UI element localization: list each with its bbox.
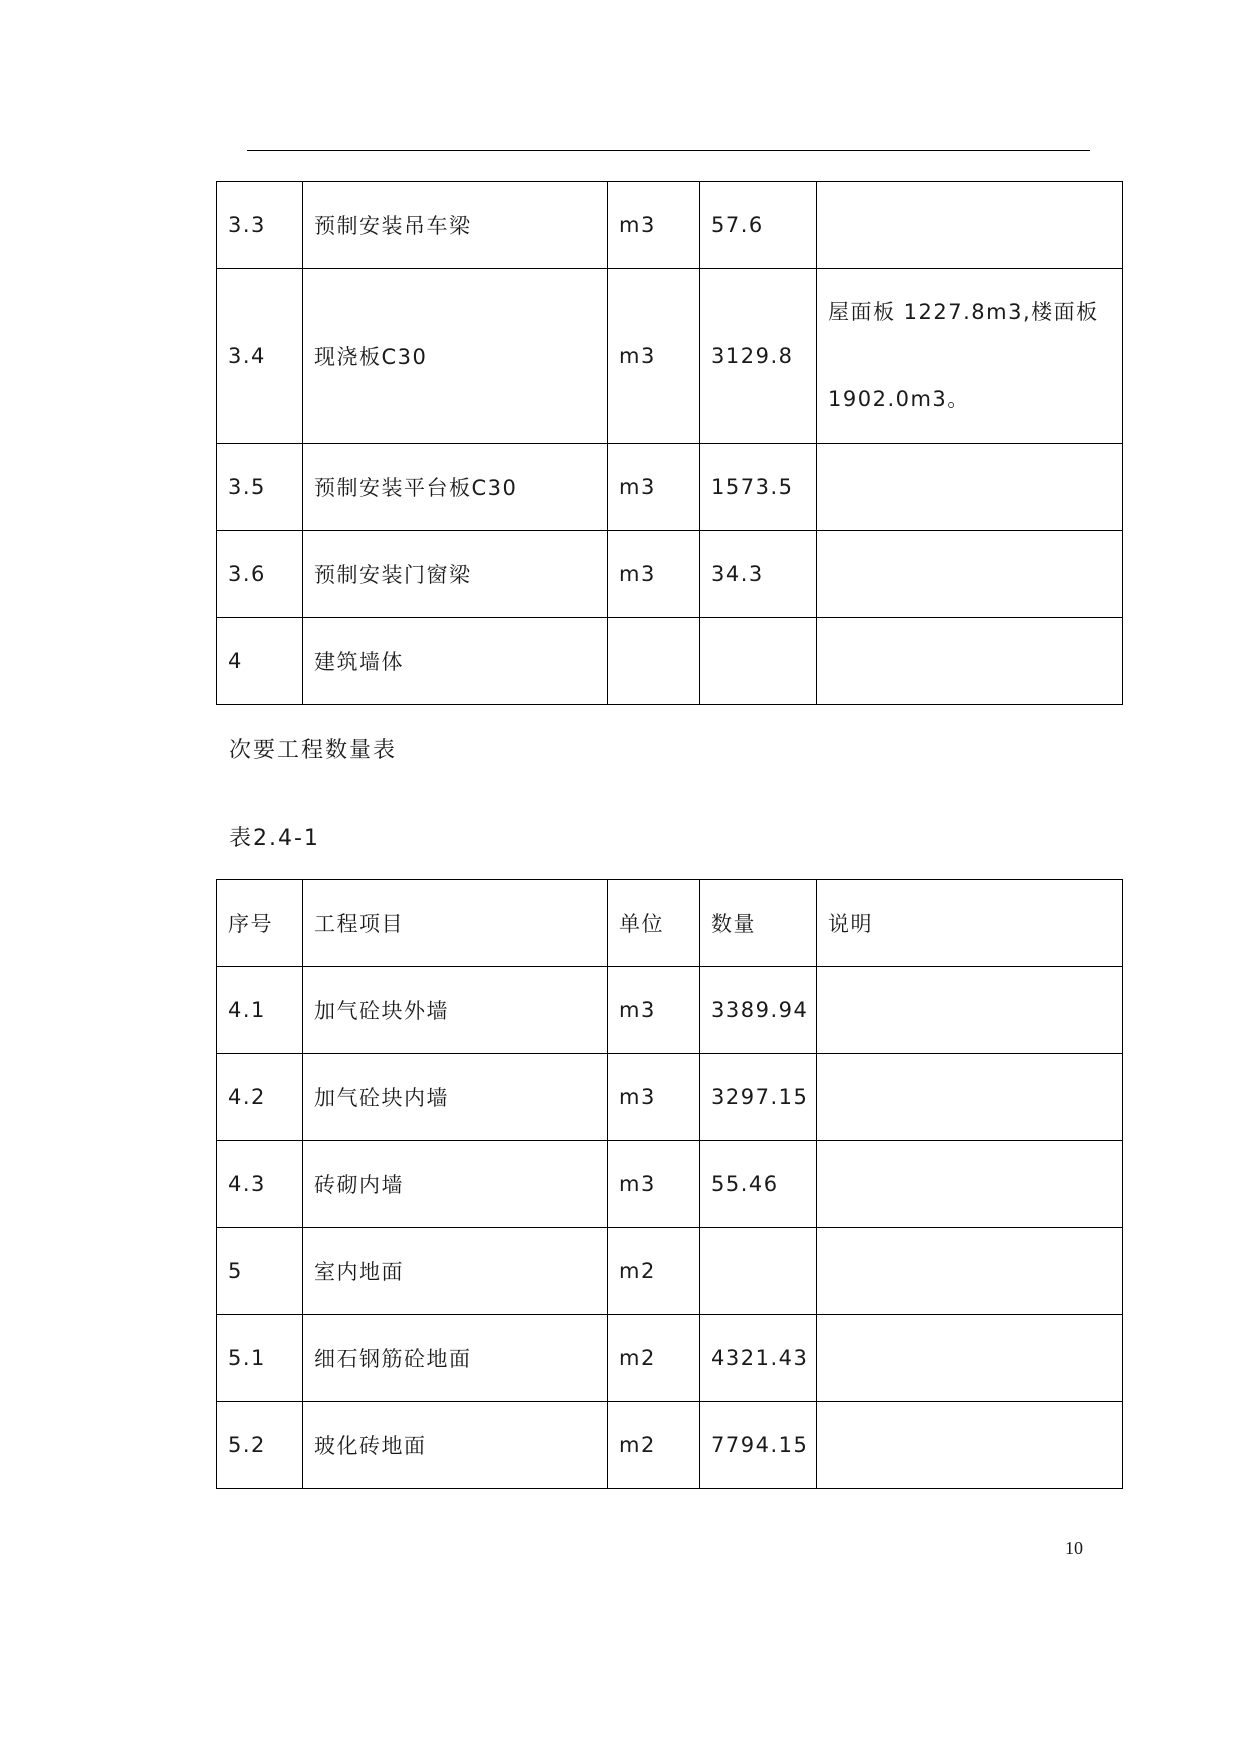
table-row [217, 444, 1123, 531]
cell-note [817, 444, 1123, 531]
cell-qty [700, 1228, 817, 1315]
cell-qty: 57.6 [700, 182, 817, 269]
cell-item: 砖砌内墙 [303, 1141, 608, 1228]
cell-item: 建筑墙体 [303, 618, 608, 705]
cell-unit: m3 [608, 444, 700, 531]
cell-item: 加气砼块内墙 [303, 1054, 608, 1141]
note-line: 屋面板 1227.8m3,楼面板 [828, 300, 1099, 324]
cell-qty: 7794.15 [700, 1402, 817, 1489]
cell-item: 预制安装门窗梁 [303, 531, 608, 618]
cell-qty [700, 618, 817, 705]
cell-note [817, 182, 1123, 269]
table-caption-title: 次要工程数量表 [229, 738, 398, 763]
cell-qty: 55.46 [700, 1141, 817, 1228]
cell-no: 3.4 [217, 269, 303, 444]
table-row [217, 1402, 1123, 1489]
cell-qty: 34.3 [700, 531, 817, 618]
header-no: 序号 [217, 880, 303, 967]
cell-no: 4.3 [217, 1141, 303, 1228]
cell-qty: 3389.94 [700, 967, 817, 1054]
cell-qty: 3129.8 [700, 269, 817, 444]
header-item: 工程项目 [303, 880, 608, 967]
table-row [217, 1315, 1123, 1402]
cell-item: 玻化砖地面 [303, 1402, 608, 1489]
cell-unit: m3 [608, 269, 700, 444]
cell-note [817, 1141, 1123, 1228]
cell-item: 预制安装吊车梁 [303, 182, 608, 269]
table-row [217, 269, 1123, 444]
cell-no: 5 [217, 1228, 303, 1315]
cell-note [817, 269, 1123, 444]
table-row [217, 967, 1123, 1054]
cell-note [817, 1402, 1123, 1489]
note-line: 1902.0m3。 [828, 387, 970, 411]
cell-item: 细石钢筋砼地面 [303, 1315, 608, 1402]
table-row [217, 531, 1123, 618]
table-row [217, 182, 1123, 269]
table-header-row [217, 880, 1123, 967]
cell-unit: m2 [608, 1228, 700, 1315]
cell-note [817, 1228, 1123, 1315]
cell-unit: m3 [608, 967, 700, 1054]
cell-item: 现浇板C30 [303, 269, 608, 444]
header-unit: 单位 [608, 880, 700, 967]
cell-unit: m3 [608, 1054, 700, 1141]
cell-unit: m2 [608, 1315, 700, 1402]
cell-note [817, 1315, 1123, 1402]
quantity-table-bottom [216, 879, 1123, 1489]
table-caption-number: 表2.4-1 [229, 826, 320, 851]
cell-unit: m3 [608, 1141, 700, 1228]
cell-item: 预制安装平台板C30 [303, 444, 608, 531]
header-rule [247, 150, 1090, 151]
cell-no: 5.1 [217, 1315, 303, 1402]
cell-unit [608, 618, 700, 705]
table-row [217, 618, 1123, 705]
cell-note [817, 1054, 1123, 1141]
table-row [217, 1054, 1123, 1141]
table-row [217, 1228, 1123, 1315]
cell-note [817, 967, 1123, 1054]
cell-no: 4 [217, 618, 303, 705]
quantity-table-top [216, 181, 1123, 705]
page-number: 10 [1065, 1538, 1083, 1558]
cell-unit: m2 [608, 1402, 700, 1489]
cell-qty: 4321.43 [700, 1315, 817, 1402]
cell-note [817, 531, 1123, 618]
cell-qty: 1573.5 [700, 444, 817, 531]
cell-no: 3.6 [217, 531, 303, 618]
cell-no: 5.2 [217, 1402, 303, 1489]
cell-item: 室内地面 [303, 1228, 608, 1315]
header-note: 说明 [817, 880, 1123, 967]
cell-item: 加气砼块外墙 [303, 967, 608, 1054]
cell-no: 3.5 [217, 444, 303, 531]
cell-unit: m3 [608, 182, 700, 269]
cell-qty: 3297.15 [700, 1054, 817, 1141]
cell-no: 4.2 [217, 1054, 303, 1141]
cell-no: 4.1 [217, 967, 303, 1054]
cell-no: 3.3 [217, 182, 303, 269]
header-qty: 数量 [700, 880, 817, 967]
cell-unit: m3 [608, 531, 700, 618]
table-row [217, 1141, 1123, 1228]
cell-note [817, 618, 1123, 705]
